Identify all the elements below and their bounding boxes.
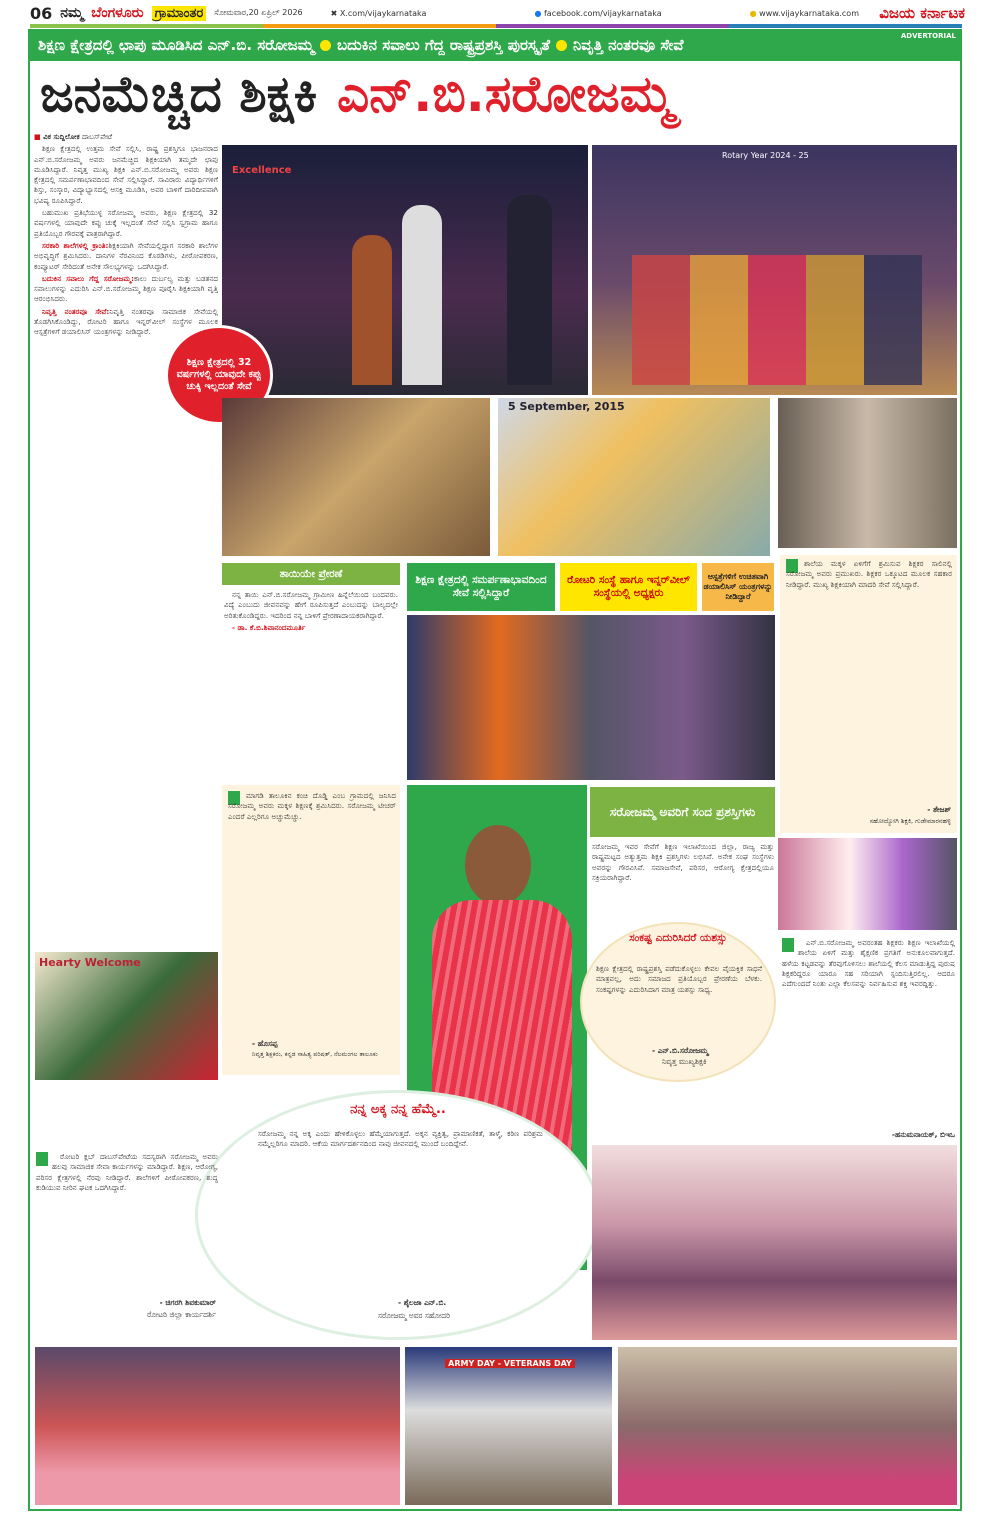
beo-article: [782, 938, 955, 1128]
lead-paragraph: ಬಹುಮುಖ ಪ್ರತಿಭೆಯುಳ್ಳ ಸರೋಜಮ್ಮ ಅವರು, ಶಿಕ್ಷಣ ಕ್ಷೇತ್ರದಲ್ಲಿ 32 ವರ್ಷಗಳಲ್ಲಿ ಯಾವುದೇ ಕಪ್ಪು ಚುಕ್ಕೆ ಇಲ್ಲದಂತೆ ಸೇವೆ ಸಲ್ಲಿಸಿ ಸ್ವಗ್ರಾಮ ಹಾಗೂ ಪ್ರತಿಯೊಬ್ಬರ ಗೌರವಕ್ಕೆ ಪಾತ್ರರಾಗಿದ್ದಾರೆ.: [34, 208, 218, 238]
badge-green: ಶಿಕ್ಷಣ ಕ್ಷೇತ್ರದಲ್ಲಿ ಸಮರ್ಪಣಾಭಾವದಿಂದ ಸೇವೆ ಸಲ್ಲಿಸಿದ್ದಾರೆ: [407, 563, 555, 611]
badge-yellow: ರೋಟರಿ ಸಂಸ್ಥೆ ಹಾಗೂ ಇನ್ನರ್‌ವೀಲ್ ಸಂಸ್ಥೆಯಲ್ಲಿ ಅಧ್ಯಕ್ಷರು: [560, 563, 697, 611]
lead-paragraph: ನಿವೃತ್ತಿ ನಂತರವೂ ಸಾಮಾಜಿಕ ಸೇವೆಯಲ್ಲಿ ತೊಡಗಿಸಿಕೊಂಡಿದ್ದು, ರೋಟರಿ ಹಾಗೂ ಇನ್ನರ್‌ವೀಲ್ ಸಂಸ್ಥೆಗಳ ಮೂಲಕ ಆಸ್ಪತ್ರೆಗಳಿಗೆ ಡಯಾಲಿಸಿಸ್ ಯಂತ್ರಗಳನ್ನು ನೀಡಿದ್ದಾರೆ.: [34, 306, 218, 337]
facebook-link[interactable]: [534, 9, 661, 18]
group-figures: [632, 255, 922, 385]
byline: - ಎನ್.ಬಿ.ಸರೋಜಮ್ಮ: [652, 1046, 709, 1055]
byline: - ಡಾ. ಕೆ.ಬಿ.ಶಿವಾನಂದಮೂರ್ತಿ: [232, 622, 306, 632]
bullet-dot: [320, 40, 331, 51]
color-rule: [30, 24, 962, 28]
byline-role: ಸರೋಜಮ್ಮ ಅವರ ಸಹೋದರಿ: [378, 1311, 451, 1320]
lead-paragraph: ಶಿಕ್ಷಕಿಯಾಗಿ ಸೇವೆಯಲ್ಲಿದ್ದಾಗ ಸರಕಾರಿ ಶಾಲೆಗಳ ಅಭಿವೃದ್ಧಿಗೆ ಶ್ರಮಿಸಿದರು. ದಾನಿಗಳ ನೆರವಿನಿಂದ ಕೊಠಡಿಗಳು, ಪೀಠೋಪಕರಣ, ಕಂಪ್ಯೂಟರ್ ಸೇರಿದಂತೆ ಅನೇಕ ಸೌಲಭ್ಯಗಳನ್ನು ಒದಗಿಸಿದ್ದಾರೆ.: [34, 240, 218, 271]
photo-caption: Rotary Year 2024 - 25: [722, 151, 809, 160]
article-text: ಎನ್.ಬಿ.ಸರೋಜಮ್ಮ ಅವರಂತಹ ಶಿಕ್ಷಕರು ಶಿಕ್ಷಣ ಇಲಾಖೆಯಲ್ಲಿ ಶಾಲೆಯ ಏಳಿಗೆ ಮತ್ತು ಶೈಕ್ಷಣಿಕ ಪ್ರಗತಿಗೆ ಅನುಕೂಲವಾಗುತ್ತದೆ. ಹಳೆಯ ಕಟ್ಟಡವನ್ನು ತೆರವುಗೊಳಿಸಲು ಶಾಲೆಯಲ್ಲಿ ಕೆಲಸ ಮಾಡುತ್ತಿದ್ದ ಪುರುಷ ಶಿಕ್ಷಕರಿದ್ದರೂ ಯಾರೂ ಸಹ ಸರಿಯಾಗಿ ಸ್ಪಂದಿಸುತ್ತಿರಲಿಲ್ಲ. ಆದರೂ ಎದೆಗುಂದದೆ ನಿಂತು ಎಲ್ಲಾ ಕೆಲಸವನ್ನು ನಿರ್ವಹಿಸುವ ಶಕ್ತಿ ಇವರದ್ದಿತ್ತು.: [782, 938, 955, 989]
quote-marker-icon: [36, 1152, 48, 1166]
x-link-text: X.com/vijaykarnataka: [339, 8, 427, 18]
group-celebration-photo: [592, 1145, 957, 1340]
edition-date: ಸೋಮವಾರ,20 ಏಪ್ರಿಲ್ 2026: [214, 8, 303, 17]
lead-article: [34, 132, 218, 947]
byline: - ಹೊಸಪ್ಪ: [252, 1039, 278, 1048]
student-box: [222, 785, 400, 1075]
awards-article: ಸರೋಜಮ್ಮ ಇವರ ಸೇವೆಗೆ ಶಿಕ್ಷಣ ಇಲಾಖೆಯಿಂದ ಜಿಲ್ಲಾ, ರಾಜ್ಯ ಮತ್ತು ರಾಷ್ಟ್ರಮಟ್ಟದ ಅತ್ಯುತ್ತಮ ಶಿಕ್ಷಕಿ ಪ್ರಶಸ್ತಿಗಳು ಲಭಿಸಿವೆ. ಅನೇಕ ಸಂಘ ಸಂಸ್ಥೆಗಳು ಅವರನ್ನು ಗೌರವಿಸಿವೆ. ಸಮಾಜಸೇವೆ, ಪರಿಸರ, ಆರೋಗ್ಯ ಕ್ಷೇತ್ರದಲ್ಲಿಯೂ ಸಕ್ರಿಯರಾಗಿದ್ದಾರೆ.: [592, 842, 774, 882]
portrait-face: [465, 825, 531, 905]
rotary-award-photo: [592, 145, 957, 395]
headline-red: ಎನ್.ಬಿ.ಸರೋಜಮ್ಮ: [337, 64, 675, 123]
dateline: ವಿಕ ಸುದ್ದಿಲೋಕ: [43, 132, 80, 141]
photo-caption: 5 September, 2015: [508, 400, 625, 413]
badge-orange: ಆಸ್ಪತ್ರೆಗಳಿಗೆ ಉಚಿತವಾಗಿ ಡಯಾಲಿಸಿಸ್ ಯಂತ್ರಗಳನ್ನು ನೀಡಿದ್ದಾರೆ: [702, 563, 774, 611]
person-figure: [352, 235, 392, 385]
headline-black: ಜನಮೆಚ್ಚಿದ ಶಿಕ್ಷಕಿ: [40, 64, 318, 123]
person-figure: [402, 205, 442, 385]
sister-circle: [195, 1090, 600, 1340]
city-label: ಬೆಂಗಳೂರು: [91, 5, 144, 21]
namma-label: ನಮ್ಮ: [60, 5, 84, 21]
section-heading: ನನ್ನ ಅಕ್ಕ ನನ್ನ ಹೆಮ್ಮೆ..: [350, 1102, 446, 1117]
welcome-photo: [35, 952, 218, 1080]
facebook-icon: ●: [534, 8, 542, 18]
article-text: ನನ್ನ ತಾಯಿ ಎನ್.ಬಿ.ಸರೋಜಮ್ಮ ಗ್ರಾಮೀಣ ಹಿನ್ನೆಲೆಯಿಂದ ಬಂದವರು. ವಿದ್ಯೆ ಎಂಬುದು ಜೀವನವನ್ನು ಹೇಗೆ ರೂಪಿಸುತ್ತದೆ ಎಂಬುದನ್ನು ಬಾಲ್ಯದಲ್ಲೇ ಅರಿತುಕೊಂಡಿದ್ದರು. ಇದರಿಂದ ನನ್ನ ಬಾಳಿಗೆ ಪ್ರೇರಣಾದಾಯಕರಾಗಿದ್ದಾರೆ.: [224, 590, 398, 620]
x-link[interactable]: ✖ X.com/vijaykarnataka: [330, 8, 427, 18]
advertorial-tag: ADVERTORIAL: [900, 32, 956, 40]
family-photo: [778, 838, 957, 930]
subheading: ನಿವೃತ್ತಿ ನಂತರವೂ ಸೇವೆ:: [42, 306, 110, 316]
photo-caption: Excellence: [232, 165, 292, 176]
national-award-photo: [498, 398, 770, 556]
mother-article: [224, 590, 398, 780]
byline: - ತೇಜಶ್: [927, 805, 951, 814]
byline: -ಹನುಮನಾಯಕ್, ಬಿಇಒ: [891, 1130, 955, 1139]
photo-caption: ARMY DAY - VETERANS DAY: [445, 1359, 575, 1368]
banner-item: ಬದುಕಿನ ಸವಾಲು ಗೆದ್ದ ರಾಷ್ಟ್ರಪ್ರಶಸ್ತಿ ಪುರಸ್ಕೃತೆ: [337, 36, 550, 54]
facebook-link-text: facebook.com/vijaykarnataka: [543, 8, 662, 18]
byline-role: ನಿವೃತ್ತ ಶಿಕ್ಷಕರು, ಕನ್ನಡ ಸಾಹಿತ್ಯ ಪರಿಷತ್, ನೆಲಮಂಗಲ ತಾಲೂಕು: [252, 1051, 378, 1058]
dateline-place: ದಾಬಸ್‌ಪೇಟೆ: [82, 132, 113, 141]
subheading: ಸರಕಾರಿ ಶಾಲೆಗಳಲ್ಲಿ ಕ್ರಾಂತಿ:: [42, 240, 109, 250]
rotary-group-photo: [407, 615, 775, 780]
bottom-group-photo-3: [618, 1347, 957, 1505]
article-text: ರೋಟರಿ ಕ್ಲಬ್ ದಾಬಸ್‌ಪೇಟೆಯ ಸದಸ್ಯರಾಗಿ ಸರೋಜಮ್ಮ ಅವರು ಹಲವು ಸಾಮಾಜಿಕ ಸೇವಾ ಕಾರ್ಯಗಳನ್ನು ಮಾಡಿದ್ದಾರೆ. ಶಿಕ್ಷಣ, ಆರೋಗ್ಯ, ಪರಿಸರ ಕ್ಷೇತ್ರಗಳಲ್ಲಿ ನೆರವು ನೀಡಿದ್ದಾರೆ. ಶಾಲೆಗಳಿಗೆ ಪೀಠೋಪಕರಣ, ಶುದ್ಧ ಕುಡಿಯುವ ನೀರಿನ ಘಟಕ ಒದಗಿಸಿದ್ದಾರೆ.: [36, 1152, 218, 1192]
byline: - ಚಿಗರಗಿ ಶಿವಕುಮಾರ್: [159, 1298, 216, 1307]
subheading: ಬದುಕಿನ ಸವಾಲು ಗೆದ್ದ ಸರೋಜಮ್ಮ:: [42, 273, 134, 283]
award-ceremony-photo: [222, 145, 588, 395]
lead-paragraph: ಶಿಕ್ಷಣ ಕ್ಷೇತ್ರದಲ್ಲಿ ಉತ್ತಮ ಸೇವೆ ಸಲ್ಲಿಸಿ, ರಾಷ್ಟ್ರ ಪ್ರಶಸ್ತಿಗೂ ಭಾಜನರಾದ ಎನ್.ಬಿ.ಸರೋಜಮ್ಮ ಅವರು ಜನಮೆಚ್ಚಿದ ಶಿಕ್ಷಕಿಯಾಗಿ ತಮ್ಮದೇ ಛಾಪು ಮೂಡಿಸಿದ್ದಾರೆ. ನಿವೃತ್ತ ಮುಖ್ಯ ಶಿಕ್ಷಕಿ ಎನ್.ಬಿ.ಸರೋಜಮ್ಮ ಅವರು ಶಿಕ್ಷಣ ಕ್ಷೇತ್ರದಲ್ಲಿ ಸಮರ್ಪಣಾಭಾವದಿಂದ ಸೇವೆ ಸಲ್ಲಿಸಿದ್ದಾರೆ. ಸಾವಿರಾರು ವಿದ್ಯಾರ್ಥಿಗಳಿಗೆ ಶಿಸ್ತು, ಸಂಸ್ಕಾರ, ವಿದ್ಯಾಭ್ಯಾಸದಲ್ಲಿ ಆಸಕ್ತಿ ಮೂಡಿಸಿ, ಅವರ ಬಾಳಿಗೆ ದಾರಿದೀಪವಾಗಿ ಭವಿಷ್ಯ ರೂಪಿಸಿದ್ದಾರೆ.: [34, 144, 218, 205]
byline-role: ರೋಟರಿ ಜಿಲ್ಲಾ ಕಾರ್ಯದರ್ಶಿ: [146, 1310, 216, 1319]
masthead: [30, 2, 965, 24]
brand-logo: ವಿಜಯ ಕರ್ನಾಟಕ: [879, 4, 965, 22]
bullet-dot: [556, 40, 567, 51]
section-heading: ಸರೋಜಮ್ಮ ಅವರಿಗೆ ಸಂದ ಪ್ರಶಸ್ತಿಗಳು: [590, 787, 775, 837]
advertorial-banner: [28, 29, 962, 61]
globe-icon: ●: [749, 8, 757, 18]
headline: [40, 62, 950, 126]
struggle-circle: [580, 922, 776, 1082]
colleague-box: [780, 555, 957, 833]
byline: - ಶೈಲಜಾ ಎನ್.ಬಿ.: [398, 1298, 447, 1307]
person-figure: [507, 195, 552, 385]
web-link-text: www.vijaykarnataka.com: [759, 8, 859, 18]
parents-photo: [778, 398, 957, 548]
article-text: ಮಾಗಡಿ ತಾಲೂಕಿನ ಕಂಚಿ ದೊಡ್ಡಿ ಎಂಬ ಗ್ರಾಮದಲ್ಲಿ ಜನಿಸಿದ ಸರೋಜಮ್ಮ ಅವರು ಮಕ್ಕಳ ಶಿಕ್ಷಣಕ್ಕೆ ಶ್ರಮಿಸಿದರು. ಸರೋಜಮ್ಮ ಟೀಚರ್ ಎಂದರೆ ಎಲ್ಲರಿಗೂ ಅಚ್ಚುಮೆಚ್ಚು.: [228, 791, 396, 821]
bottom-group-photo-1: [35, 1347, 400, 1505]
banner-item: ಶಿಕ್ಷಣ ಕ್ಷೇತ್ರದಲ್ಲಿ ಛಾಪು ಮೂಡಿಸಿದ ಎನ್.ಬಿ. ಸರೋಜಮ್ಮ: [38, 36, 315, 54]
callout-circle: ಶಿಕ್ಷಣ ಕ್ಷೇತ್ರದಲ್ಲಿ 32 ವರ್ಷಗಳಲ್ಲಿ ಯಾವುದೇ ಕಪ್ಪು ಚುಕ್ಕಿ ಇಲ್ಲದಂತೆ ಸೇವೆ: [165, 325, 273, 425]
section-label: ಗ್ರಾಮಾಂತರ: [152, 6, 207, 21]
bullet-icon: ■: [34, 132, 41, 141]
article-text: ಸರೋಜಮ್ಮ ನನ್ನ ಅಕ್ಕ ಎಂದು ಹೇಳಿಕೊಳ್ಳಲು ಹೆಮ್ಮೆಯಾಗುತ್ತದೆ. ಅಕ್ಕನ ವ್ಯಕ್ತಿತ್ವ, ಪ್ರಾಮಾಣಿಕತೆ, ತಾಳ್ಮೆ, ಕಠಿಣ ಪರಿಶ್ರಮ ನಮ್ಮೆಲ್ಲರಿಗೂ ಮಾದರಿ. ಆಕೆಯ ಮಾರ್ಗದರ್ಶನದಿಂದ ನಾವು ಜೀವನದಲ್ಲಿ ಮುಂದೆ ಬಂದಿದ್ದೇವೆ.: [258, 1129, 543, 1149]
article-text: ಶಾಲೆಯ ಮಕ್ಕಳ ಏಳಿಗೆಗೆ ಶ್ರಮಿಸುವ ಶಿಕ್ಷಕರ ಸಾಲಿನಲ್ಲಿ ಸರೋಜಮ್ಮ ಅವರು ಪ್ರಮುಖರು. ಶಿಕ್ಷಕರ ಒಕ್ಕೂಟದ ಮೂಲಕ ಸಹಕಾರ ನೀಡಿದ್ದಾರೆ. ಮುಖ್ಯ ಶಿಕ್ಷಕಿಯಾಗಿ ಮಾದರಿ ಸೇವೆ ಸಲ್ಲಿಸಿದ್ದಾರೆ.: [786, 559, 952, 589]
quote-marker-icon: [782, 938, 794, 952]
byline-role: ನಿವೃತ್ತ ಮುಖ್ಯಶಿಕ್ಷಕಿ: [662, 1057, 707, 1066]
photo-caption: Hearty Welcome: [39, 956, 141, 969]
byline-role: ಸಹೋದ್ಯೋಗಿ ಶಿಕ್ಷಕಿ, ಗುಡೇಮಾರನಹಳ್ಳಿ: [869, 817, 951, 825]
army-day-photo: [405, 1347, 612, 1505]
banner-item: ನಿವೃತ್ತಿ ನಂತರವೂ ಸೇವೆ: [572, 36, 684, 54]
section-heading: ಸಂಕಷ್ಟ ಎದುರಿಸಿದರೆ ಯಶಸ್ಸು: [629, 932, 727, 944]
rotary-article: [36, 1152, 218, 1292]
felicitation-photo: [222, 398, 490, 556]
article-text: ಶಿಕ್ಷಣ ಕ್ಷೇತ್ರದಲ್ಲಿ ರಾಷ್ಟ್ರಪ್ರಶಸ್ತಿ ಪಡೆದುಕೊಳ್ಳಲು ಕೇವಲ ವೈಯಕ್ತಿಕ ಸಾಧನೆ ಮಾತ್ರವಲ್ಲ, ಅದು ಸಮಾಜದ ಪ್ರತಿಯೊಬ್ಬರ ಪ್ರೇರಣೆಯ ಬೆಳಕು. ಸಂಕಷ್ಟಗಳನ್ನು ಎದುರಿಸಿದಾಗ ಮಾತ್ರ ಯಶಸ್ಸು ಸಾಧ್ಯ.: [596, 964, 762, 994]
page-number: 06: [30, 3, 53, 23]
lead-paragraph: ಕಾಲು ದುರ್ಬಲ್ಯ ಮತ್ತು ಬಡತನದ ಸವಾಲುಗಳನ್ನು ಎದುರಿಸಿ ಎನ್.ಬಿ.ಸರೋಜಮ್ಮ ಶಿಕ್ಷಣ ಪೂರೈಸಿ ಶಿಕ್ಷಕಿಯಾಗಿ ವೃತ್ತಿ ಆರಂಭಿಸಿದರು.: [34, 273, 218, 304]
web-link[interactable]: [750, 9, 859, 18]
section-heading: ತಾಯಿಯೇ ಪ್ರೇರಣೆ: [222, 563, 400, 585]
